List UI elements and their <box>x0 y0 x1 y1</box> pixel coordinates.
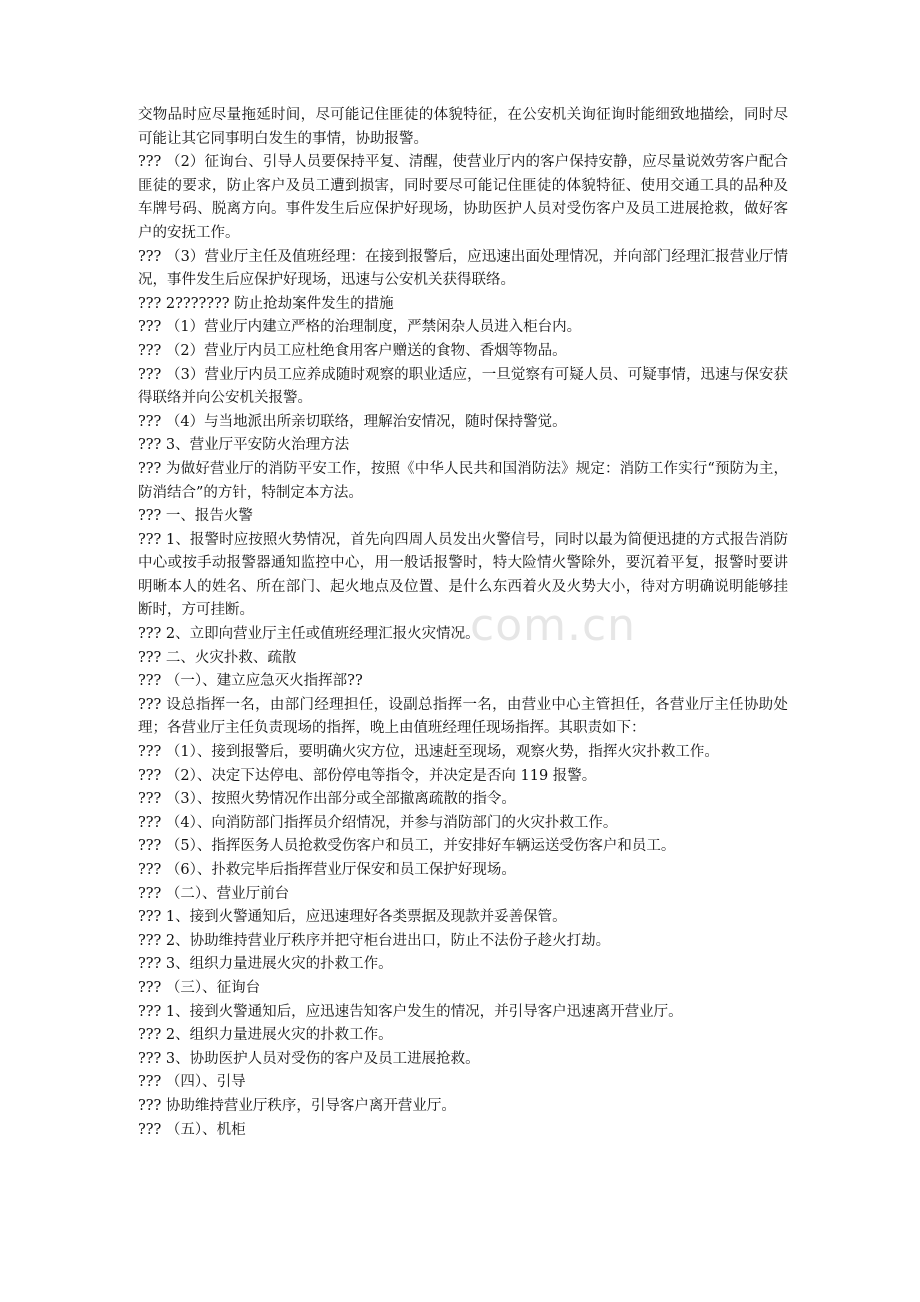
paragraph: ??? （1）营业厅内建立严格的治理制度，严禁闲杂人员进入柜台内。 <box>138 319 582 336</box>
paragraph: ??? 为做好营业厅的消防平安工作，按照《中华人民共和国消防法》规定：消防工作实行“预防为主，防消结合”的方针，特制定本方法。 <box>138 460 788 501</box>
list-item: ??? 1、接到火警通知后，应迅速理好各类票据及现款并妥善保管。 <box>138 909 567 926</box>
list-item: ??? （2）、决定下达停电、部份停电等指令，并决定是否向 119 报警。 <box>138 767 597 784</box>
list-item: ??? 2、协助维持营业厅秩序并把守柜台进出口，防止不法份子趁火打劫。 <box>138 932 611 949</box>
watermark: com.cn <box>470 600 637 651</box>
paragraph: ??? 2、立即向营业厅主任或值班经理汇报火灾情况。 <box>138 626 480 643</box>
paragraph: ??? 1、报警时应按照火势情况，首先向四周人员发出火警信号，同时以最为简便迅捷的方式报告消防中心或按手动报警器通知监控中心，用一般话报警时，特大险情火警除外，要沉着平复，报警时要讲明晰本人的姓名、所在部门、起火地点及位置、是什么东西着火及火势大小，待对方明确说明能够挂断时，方可挂断。 <box>138 531 788 619</box>
list-item: ??? （1）、接到报警后，要明确火灾方位，迅速赶至现场，观察火势，指挥火灾扑救工作。 <box>138 744 719 761</box>
list-item: ??? 3、协助医护人员对受伤的客户及员工进展抢救。 <box>138 1050 480 1067</box>
document-body <box>138 104 788 1142</box>
section-heading: ??? （二）、营业厅前台 <box>138 885 290 902</box>
paragraph: ??? （3）营业厅主任及值班经理：在接到报警后，应迅速出面处理情况，并向部门经理汇报营业厅情况，事件发生后应保护好现场，迅速与公安机关获得联络。 <box>138 248 788 289</box>
list-item: ??? 2、组织力量进展火灾的扑救工作。 <box>138 1027 393 1044</box>
paragraph: ??? （2）营业厅内员工应杜绝食用客户赠送的食物、香烟等物品。 <box>138 342 567 359</box>
section-heading: ??? 二、火灾扑救、疏散 <box>138 649 297 666</box>
list-item: ??? 3、组织力量进展火灾的扑救工作。 <box>138 956 393 973</box>
list-item: ??? （6）、扑救完毕后指挥营业厅保安和员工保护好现场。 <box>138 862 516 878</box>
section-heading: ??? 3、营业厅平安防火治理方法 <box>138 437 350 454</box>
list-item: ??? （5）、指挥医务人员抢救受伤客户和员工，并安排好车辆运送受伤客户和员工。 <box>138 838 676 855</box>
section-heading: ??? （一）、建立应急灭火指挥部?? <box>138 673 363 690</box>
paragraph: ??? （4）与当地派出所亲切联络，理解治安情况，随时保持警觉。 <box>138 413 567 430</box>
section-heading: ??? 一、报告火警 <box>138 508 253 525</box>
list-item: ??? （4）、向消防部门指挥员介绍情况，并参与消防部门的火灾扑救工作。 <box>138 814 618 831</box>
section-heading: ??? 2??????? 防止抢劫案件发生的措施 <box>138 295 394 312</box>
paragraph: ??? 设总指挥一名，由部门经理担任，设副总指挥一名，由营业中心主管担任，各营业厅主任协助处理；各营业厅主任负责现场的指挥，晚上由值班经理任现场指挥。其职责如下： <box>138 696 788 737</box>
paragraph: ??? （2）征询台、引导人员要保持平复、清醒，使营业厅内的客户保持安静，应尽量说效劳客户配合匪徒的要求，防止客户及员工遭到损害，同时要尽可能记住匪徒的体貌特征、使用交通工具的品种及车牌号码、脱离方向。事件发生后应保护好现场，协助医护人员对受伤客户及员工进展抢救，做好客户的安抚工作。 <box>138 154 788 241</box>
paragraph: 交物品时应尽量拖延时间，尽可能记住匪徒的体貌特征，在公安机关询征询时能细致地描绘，同时尽可能让其它同事明白发生的事情，协助报警。 <box>138 107 788 147</box>
paragraph: ??? 协助维持营业厅秩序，引导客户离开营业厅。 <box>138 1097 456 1114</box>
paragraph: ??? （3）营业厅内员工应养成随时观察的职业适应，一旦觉察有可疑人员、可疑事情，迅速与保安获得联络并向公安机关报警。 <box>138 366 788 407</box>
list-item: ??? 1、接到火警通知后，应迅速告知客户发生的情况，并引导客户迅速离开营业厅。 <box>138 1003 683 1020</box>
section-heading: ??? （三）、征询台 <box>138 979 261 996</box>
list-item: ??? （3）、按照火势情况作出部分或全部撤离疏散的指令。 <box>138 791 516 808</box>
section-heading: ??? （五）、机柜 <box>138 1121 246 1138</box>
section-heading: ??? （四）、引导 <box>138 1074 246 1091</box>
